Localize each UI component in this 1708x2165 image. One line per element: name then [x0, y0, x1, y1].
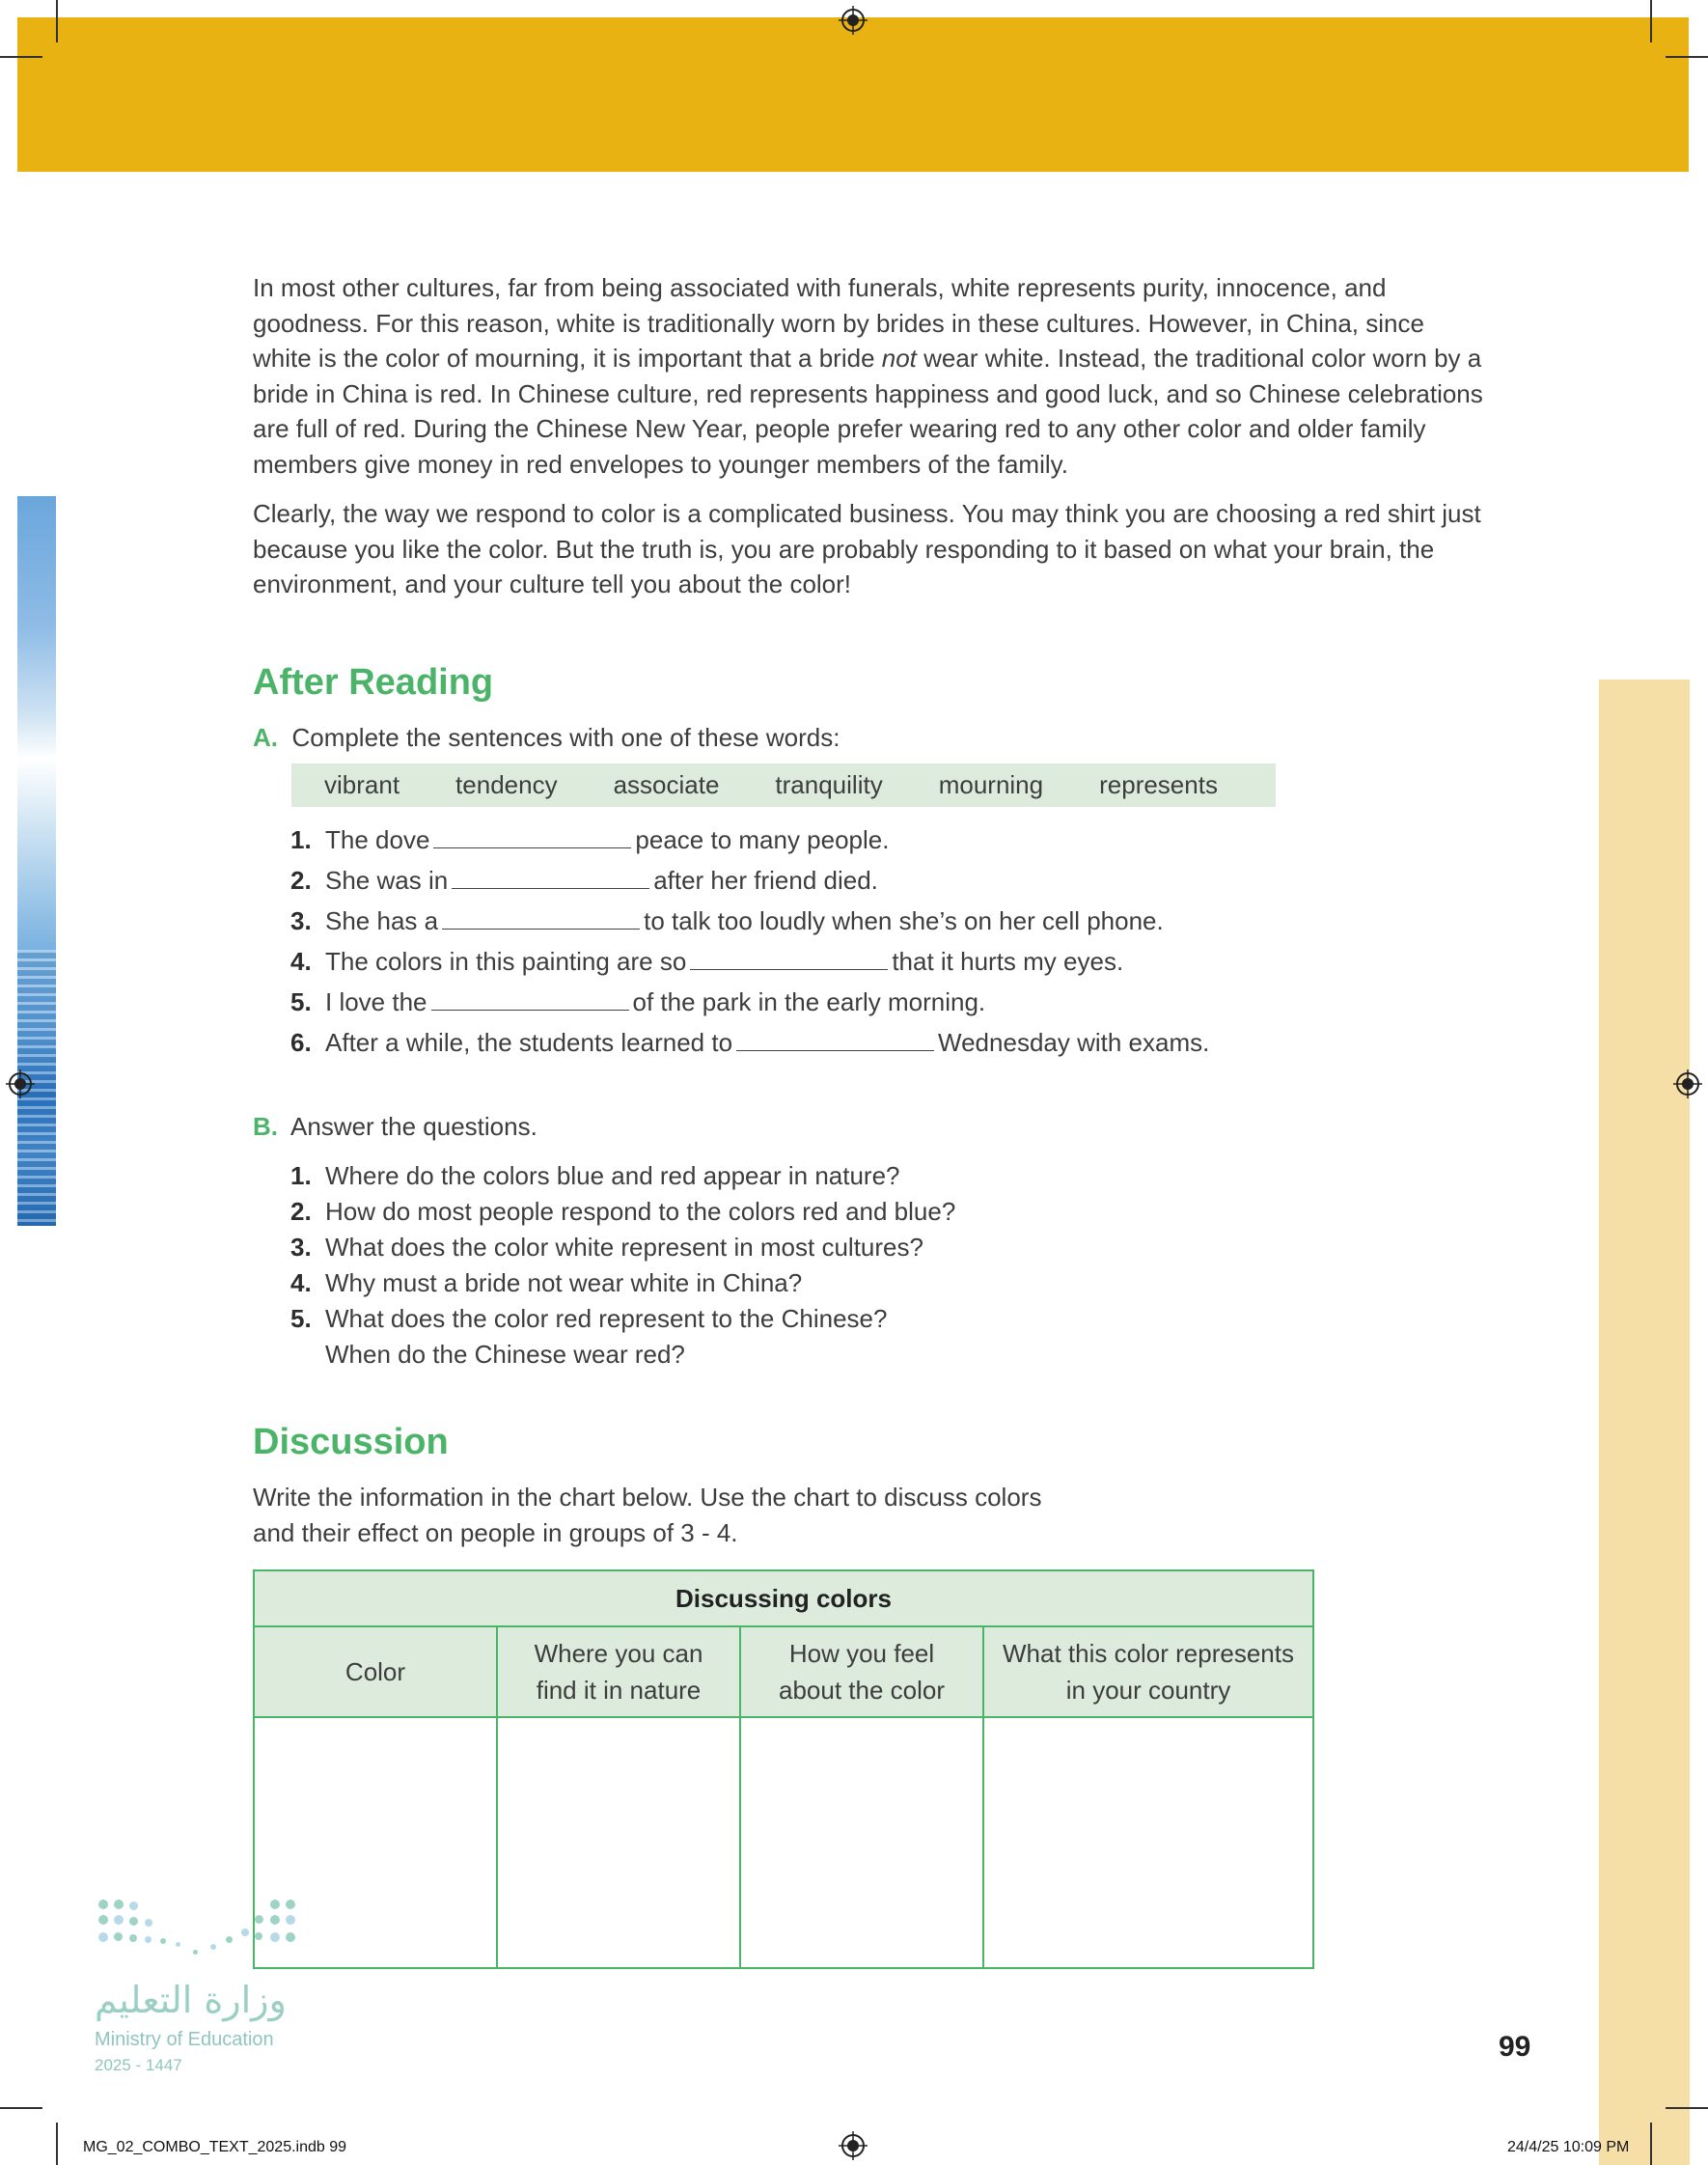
- question-item: 1. Where do the colors blue and red appear in nature?: [290, 1161, 900, 1190]
- word-bank-item: tranquility: [775, 770, 883, 799]
- fill-blank-item: 4. The colors in this painting are so that it hurts my eyes.: [290, 947, 1124, 976]
- crop-mark: [56, 2123, 58, 2165]
- fill-blank-item: 6. After a while, the students learned to Wednesday with exams.: [290, 1028, 1210, 1057]
- column-header: Where you can find it in nature: [497, 1626, 740, 1717]
- registration-mark-icon: [839, 2131, 868, 2160]
- word-bank-item: represents: [1099, 770, 1218, 799]
- right-side-strip: [1599, 680, 1690, 2165]
- page-number: 99: [1499, 2031, 1531, 2063]
- word-bank-item: mourning: [938, 770, 1044, 799]
- chart-answer-cell[interactable]: [983, 1717, 1313, 1968]
- fill-blank-item: 3. She has a to talk too loudly when she’s on her cell phone.: [290, 906, 1164, 935]
- question-item-continuation: When do the Chinese wear red?: [325, 1340, 685, 1369]
- answer-blank[interactable]: [442, 907, 640, 930]
- crop-mark: [1650, 0, 1652, 42]
- word-bank-item: tendency: [455, 770, 558, 799]
- left-water-strip: [17, 496, 56, 1226]
- word-bank-item: associate: [613, 770, 720, 799]
- answer-blank[interactable]: [433, 826, 631, 848]
- column-header: What this color represents in your country: [983, 1626, 1313, 1717]
- discussion-instruction-line2: and their effect on people in groups of 3 - 4.: [253, 1518, 738, 1547]
- question-item: 2. How do most people respond to the colors red and blue?: [290, 1197, 956, 1226]
- crop-mark: [0, 2107, 42, 2109]
- fill-blank-item: 2. She was in after her friend died.: [290, 866, 878, 895]
- ministry-logo-arabic: وزارة التعليم: [95, 1979, 287, 2021]
- column-header: Color: [254, 1626, 497, 1717]
- question-item: 3. What does the color white represent in most cultures?: [290, 1233, 923, 1262]
- answer-blank[interactable]: [431, 988, 629, 1011]
- crop-mark: [56, 0, 58, 42]
- chart-answer-cell[interactable]: [497, 1717, 740, 1968]
- question-item: 5. What does the color red represent to the Chinese?: [290, 1304, 888, 1333]
- fill-blank-item: 5. I love the of the park in the early morning.: [290, 987, 986, 1016]
- crop-mark: [0, 56, 42, 58]
- reading-paragraph-2: Clearly, the way we respond to color is a complicated business. You may think you are choosing a red shirt just because you like the color. But the truth is, you are probably responding to it based on what your brain, the environment, and your culture tell you about the color!: [253, 499, 1481, 599]
- fill-blank-item: 1. The dove peace to many people.: [290, 825, 890, 854]
- word-bank-item: vibrant: [324, 770, 400, 799]
- ministry-logo-year: 2025 - 1447: [95, 2056, 182, 2074]
- column-header: How you feel about the color: [740, 1626, 983, 1717]
- chart-answer-cell[interactable]: [740, 1717, 983, 1968]
- part-a-instruction: A. Complete the sentences with one of these words:: [253, 723, 840, 752]
- crop-mark: [1650, 2123, 1652, 2165]
- question-item: 4. Why must a bride not wear white in China?: [290, 1268, 803, 1297]
- top-color-band: [17, 17, 1689, 172]
- crop-mark: [1666, 2107, 1708, 2109]
- ministry-logo-dots-icon: [95, 1894, 307, 1971]
- chart-title: Discussing colors: [254, 1570, 1313, 1626]
- crop-mark: [1666, 56, 1708, 58]
- footer-file-info: MG_02_COMBO_TEXT_2025.indb 99: [83, 2139, 347, 2155]
- discussion-heading: Discussion: [253, 1422, 449, 1462]
- registration-mark-icon: [839, 6, 868, 35]
- footer-timestamp: 24/4/25 10:09 PM: [1507, 2139, 1630, 2155]
- answer-blank[interactable]: [452, 867, 649, 889]
- word-bank: [291, 763, 1276, 807]
- answer-blank[interactable]: [690, 948, 888, 970]
- discussion-chart: [253, 1569, 1314, 1969]
- part-b-instruction: B. Answer the questions.: [253, 1112, 537, 1141]
- registration-mark-icon: [1673, 1069, 1702, 1098]
- after-reading-heading: After Reading: [253, 662, 494, 703]
- answer-blank[interactable]: [736, 1029, 934, 1051]
- reading-paragraph-1: In most other cultures, far from being associated with funerals, white represents purity, innocence, and goodness. For this reason, white is traditionally worn by brides in these cultures. However, in China, since white is the color of mourning, it is important that a bride not wear white. Instead, the traditional color worn by a bride in China is red. In Chinese culture, red represents happiness and good luck, and so Chinese celebrations are full of red. During the Chinese New Year, people prefer wearing red to any other color and older family members give money in red envelopes to younger members of the family.: [253, 273, 1483, 479]
- registration-mark-icon: [6, 1069, 35, 1098]
- ministry-logo-english: Ministry of Education: [95, 2029, 274, 2050]
- discussion-instruction-line1: Write the information in the chart below. Use the chart to discuss colors: [253, 1483, 1042, 1512]
